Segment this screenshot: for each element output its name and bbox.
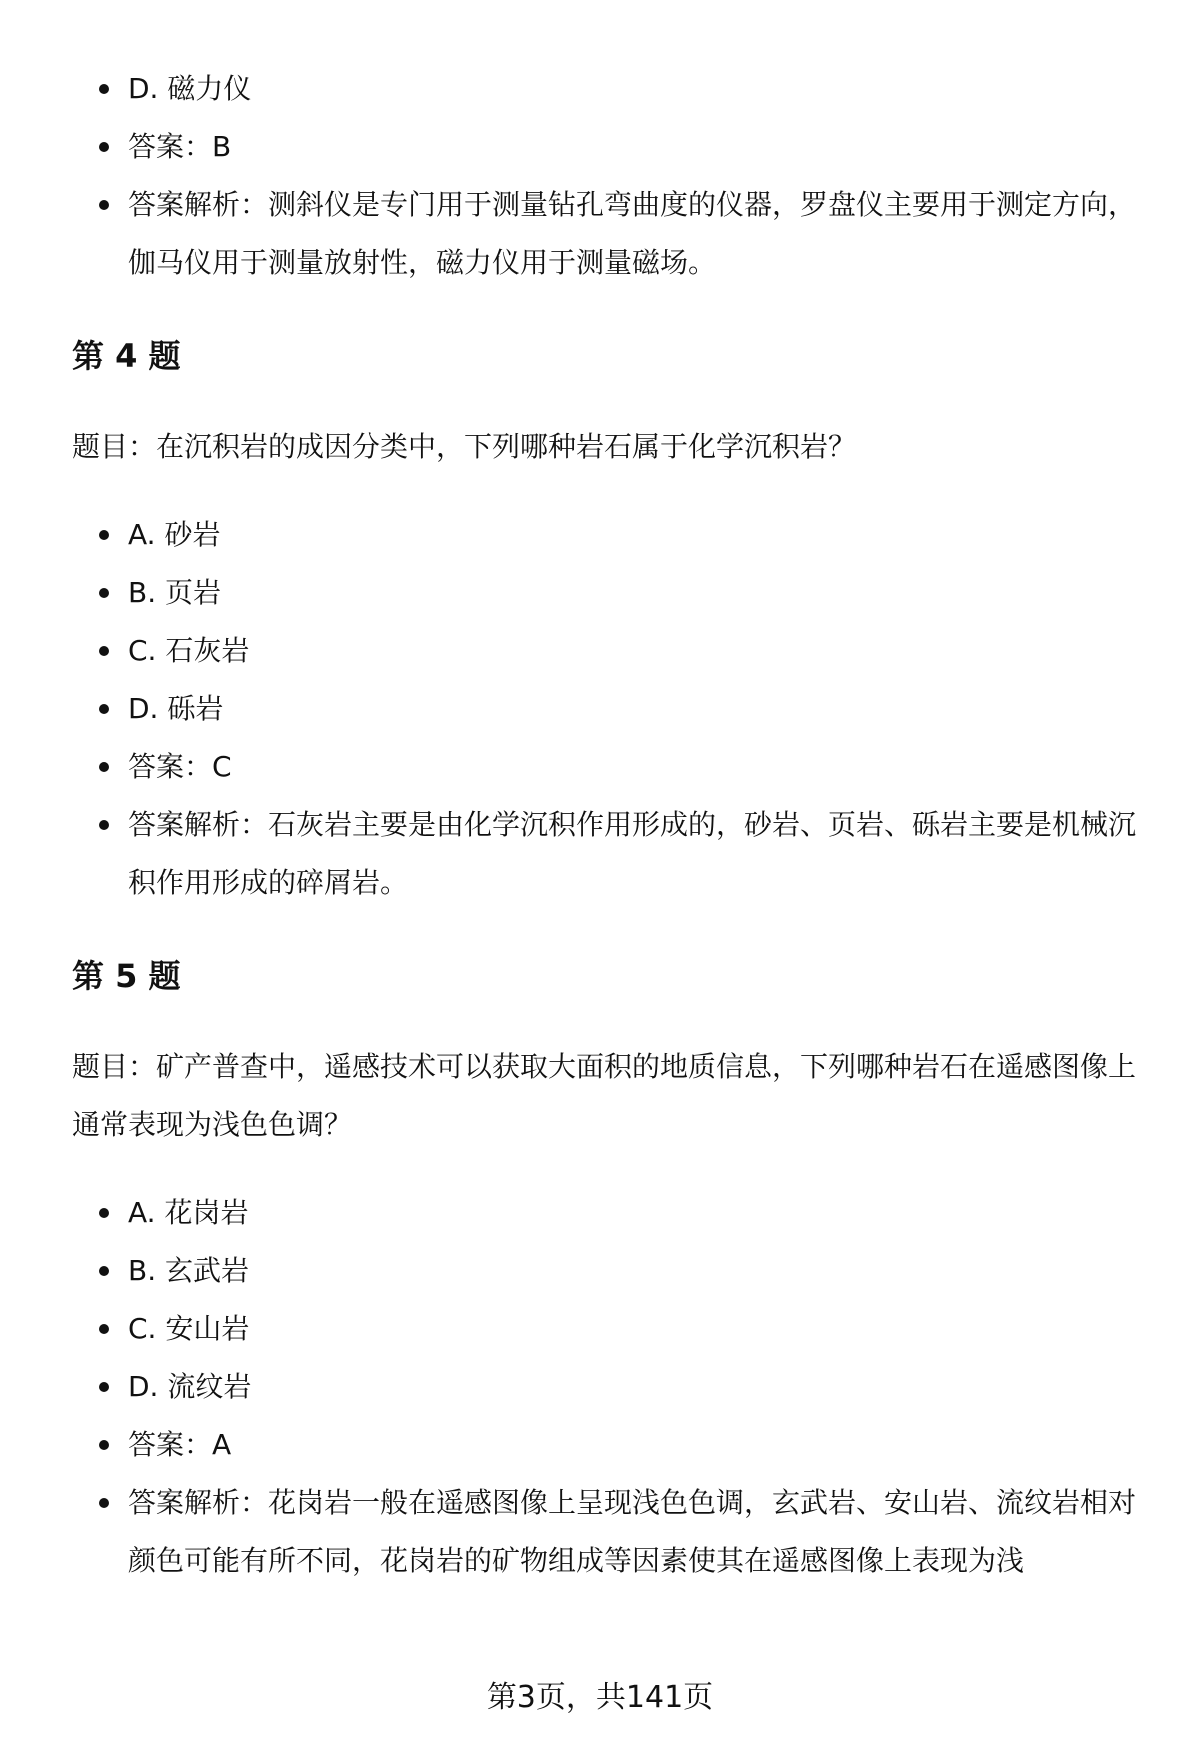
list-item: D. 砾岩	[72, 680, 1144, 738]
continued-list	[72, 60, 1144, 292]
list-item: B. 页岩	[72, 564, 1144, 622]
list-item: 答案：B	[72, 118, 1144, 176]
question-5-heading: 第 5 题	[72, 957, 181, 995]
list-item: A. 花岗岩	[72, 1184, 1144, 1242]
list-item: D. 流纹岩	[72, 1358, 1144, 1416]
list-item: C. 安山岩	[72, 1300, 1144, 1358]
list-item: 答案解析：测斜仪是专门用于测量钻孔弯曲度的仪器，罗盘仪主要用于测定方向，伽马仪用于测量放射性，磁力仪用于测量磁场。	[72, 176, 1144, 292]
list-item: 答案：C	[72, 738, 1144, 796]
list-item: 答案：A	[72, 1416, 1144, 1474]
question-5-text: 题目：矿产普查中，遥感技术可以获取大面积的地质信息，下列哪种岩石在遥感图像上通常表现为浅色色调？	[72, 1050, 1137, 1141]
list-item: 答案解析：花岗岩一般在遥感图像上呈现浅色色调，玄武岩、安山岩、流纹岩相对颜色可能有所不同，花岗岩的矿物组成等因素使其在遥感图像上表现为浅	[72, 1474, 1144, 1590]
question-4-list	[72, 506, 1144, 912]
list-item: D. 磁力仪	[72, 60, 1144, 118]
list-item: C. 石灰岩	[72, 622, 1144, 680]
list-item: A. 砂岩	[72, 506, 1144, 564]
question-4-text: 题目：在沉积岩的成因分类中，下列哪种岩石属于化学沉积岩？	[72, 430, 857, 463]
list-item: B. 玄武岩	[72, 1242, 1144, 1300]
page-number-footer: 第3页，共141页	[486, 1680, 714, 1715]
question-5-list	[72, 1184, 1144, 1590]
list-item: 答案解析：石灰岩主要是由化学沉积作用形成的，砂岩、页岩、砾岩主要是机械沉积作用形成的碎屑岩。	[72, 796, 1144, 912]
page-content	[72, 60, 1144, 1590]
question-4-heading: 第 4 题	[72, 337, 181, 375]
